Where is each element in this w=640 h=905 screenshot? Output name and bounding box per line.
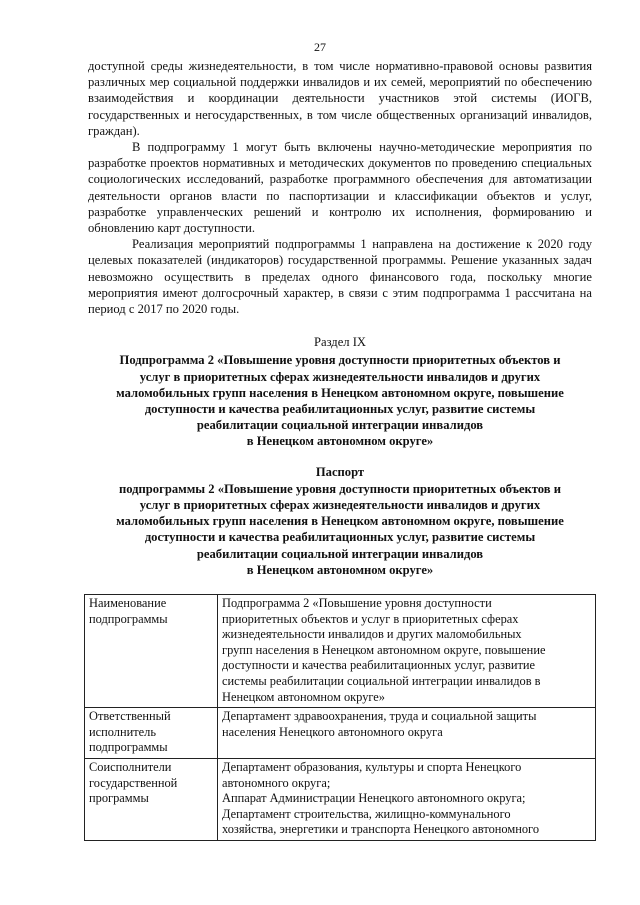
passport-title-line: в Ненецком автономном округе» [246,562,434,577]
row-label-cell [85,708,218,759]
table-row [85,759,596,841]
row-label-line: Наименование [89,596,167,611]
passport-title-line: услуг в приоритетных сферах жизнедеятельности инвалидов и других [139,498,541,513]
row-label-line: подпрограммы [89,740,168,755]
row-value-line: населения Ненецкого автономного округа [222,724,443,739]
paragraph-1: доступной среды жизнедеятельности, в том числе нормативно-правовой основы развития различных мер социальной поддержки инвалидов и их семей, мероприятий по обеспечению взаимодействия и координации деятельности участников этой системы (ИОГВ, государственных и негосударственных, в том числе общественных организаций инвалидов, граждан). [88,59,592,138]
table-row [85,595,596,708]
row-value-line: приоритетных объектов и услуг в приоритетных сферах [222,611,519,626]
row-value-line: доступности и качества реабилитационных услуг, развитие [222,658,536,673]
row-value-line: хозяйства, энергетики и транспорта Ненецкого автономного [222,822,540,837]
row-value-line: Департамент здравоохранения, труда и социальной защиты [222,709,537,724]
row-value-line: системы реабилитации социальной интеграции инвалидов в [222,674,541,689]
table-row [85,708,596,759]
page-number: 27 [314,40,326,54]
row-value-line: автономного округа; [222,775,331,790]
section-title-line: в Ненецком автономном округе» [246,434,434,449]
row-label-line: государственной [89,775,178,790]
row-value-cell [218,759,596,841]
row-value-cell [218,708,596,759]
row-value-line: жизнедеятельности инвалидов и других маломобильных [222,627,522,642]
section-title-line: реабилитации социальной интеграции инвалидов [196,418,484,433]
row-value-line: Департамент образования, культуры и спорта Ненецкого [222,760,522,775]
row-label-cell [85,595,218,708]
passport-title-line: реабилитации социальной интеграции инвалидов [196,546,484,561]
passport-title-line: маломобильных групп населения в Ненецком автономном округе, повышение [116,514,564,529]
document-body [88,58,592,841]
row-value-cell [218,595,596,708]
passport-heading: Паспорт [315,464,365,479]
section-title-line: Подпрограмма 2 «Повышение уровня доступности приоритетных объектов и [119,353,561,368]
row-value-line: Департамент строительства, жилищно-коммунального [222,806,511,821]
row-label-cell [85,759,218,841]
row-value-line: групп населения в Ненецком автономном округе, повышение [222,642,546,657]
row-label-line: Соисполнители [89,760,172,775]
row-label-line: исполнитель [89,724,156,739]
passport-title-line: доступности и качества реабилитационных услуг, развитие системы [144,530,536,545]
section-title [88,352,592,449]
section-title-line: маломобильных групп населения в Ненецком автономном округе, повышение [116,385,564,400]
section-title-line: доступности и качества реабилитационных услуг, развитие системы [144,402,536,417]
section-label: Раздел IX [313,335,367,350]
section-title-line: услуг в приоритетных сферах жизнедеятельности инвалидов и других [139,369,541,384]
row-label-line: Ответственный [89,709,171,724]
row-label-line: программы [89,791,149,806]
paragraph-2: В подпрограмму 1 могут быть включены научно-методические мероприятия по разработке проектов нормативных и методических документов по проведению специальных социологических исследований, разработке программного обеспечения для автоматизации деятельности органов власти по паспортизации и классификации объектов и услуг, разработке управленческих решений и контролю их исполнения, формированию и обновлению карт доступности. [88,140,592,236]
paragraph-3: Реализация мероприятий подпрограммы 1 направлена на достижение к 2020 году целевых показателей (индикаторов) государственной программы. Решение указанных задач невозможно осуществить в пределах одного финансового года, поскольку многие мероприятия имеют долгосрочный характер, в связи с этим подпрограмма 1 рассчитана на период с 2017 по 2020 годы. [88,237,592,317]
passport-title [88,481,592,578]
row-label-line: подпрограммы [89,611,168,626]
row-value-line: Аппарат Администрации Ненецкого автономного округа; [222,791,526,806]
row-value-line: Подпрограмма 2 «Повышение уровня доступности [222,596,492,611]
passport-table [84,594,596,841]
passport-title-line: подпрограммы 2 «Повышение уровня доступности приоритетных объектов и [118,481,562,496]
row-value-line: Ненецком автономном округе» [222,689,386,704]
